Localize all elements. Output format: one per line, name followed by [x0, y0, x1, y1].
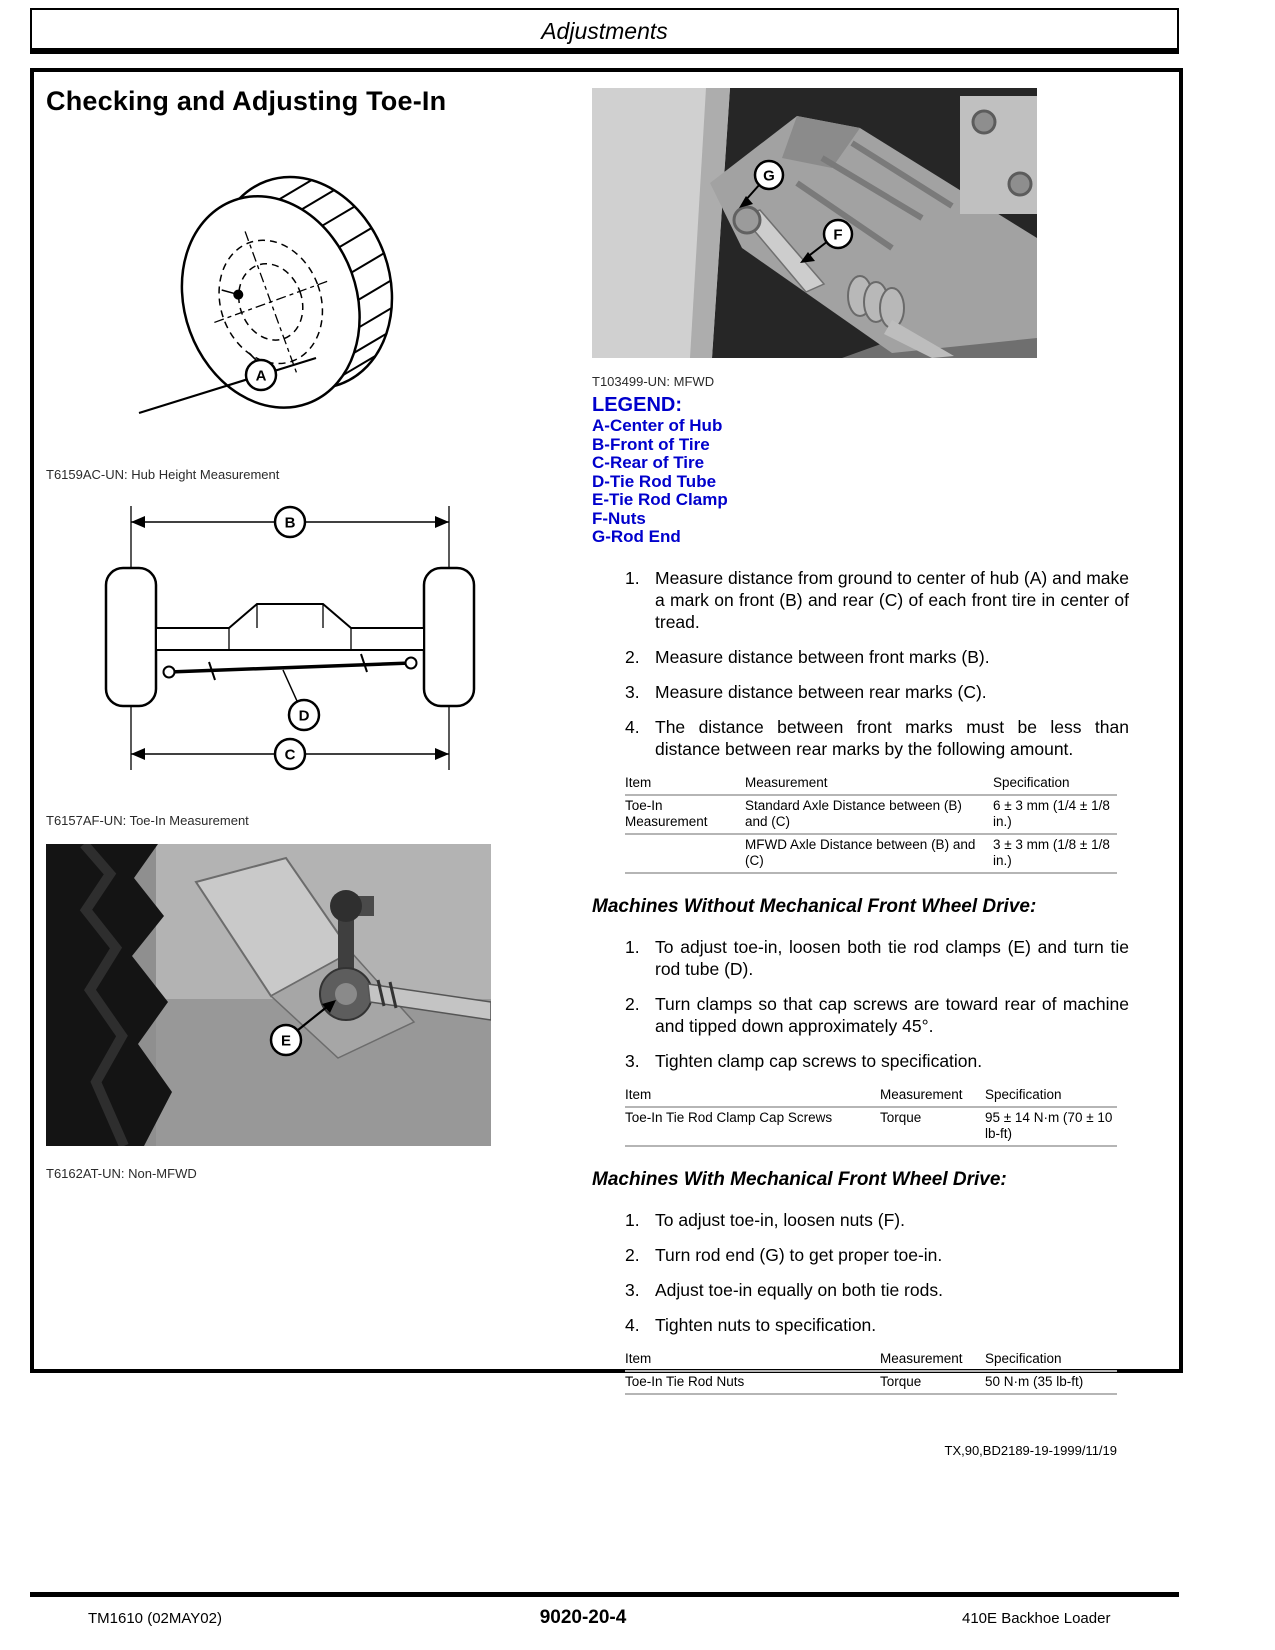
- cell-item: Toe-In Tie Rod Clamp Cap Screws: [625, 1109, 833, 1125]
- table-row: [625, 835, 1117, 872]
- non-mfwd-photo: [46, 844, 491, 1146]
- footer-page-number: 9020-20-4: [539, 1607, 627, 1628]
- col-header: Specification: [993, 774, 1070, 790]
- cell-item: Toe-In Tie Rod Nuts: [625, 1373, 745, 1389]
- step-text: Adjust toe-in equally on both tie rods.: [655, 1279, 943, 1300]
- footer-rule: [30, 1592, 1179, 1597]
- page-header: [30, 8, 1179, 54]
- nut: [734, 207, 760, 233]
- col-header: Specification: [985, 1086, 1062, 1102]
- without-mfwd-steps: [592, 936, 1129, 1072]
- list-item: [592, 681, 1129, 703]
- toe-in-figure: [61, 492, 521, 787]
- section-heading-with-mfwd: Machines With Mechanical Front Wheel Drive:: [592, 1168, 1007, 1190]
- col-header: Specification: [985, 1350, 1062, 1366]
- label-d-letter: D: [298, 707, 310, 725]
- col-header: Measurement: [880, 1086, 963, 1102]
- step-number: 1.: [625, 1209, 640, 1230]
- cell-item: [625, 837, 745, 869]
- axle-housing: [156, 604, 424, 650]
- table-row: [625, 796, 1117, 833]
- col-header: Item: [625, 1086, 652, 1102]
- step-number: 2.: [625, 646, 640, 667]
- footer-model-name: 410E Backhoe Loader: [962, 1610, 1111, 1627]
- cell-measurement: MFWD Axle Distance between (B) and (C): [745, 836, 976, 868]
- tie-rod: [169, 663, 411, 672]
- step-text: Turn clamps so that cap screws are toward rear of machine and tipped down approximately 45°.: [655, 993, 1129, 1036]
- col-header: Item: [625, 774, 652, 790]
- hub-height-figure: [121, 155, 451, 445]
- cell-measurement: Torque: [880, 1109, 922, 1125]
- figure-caption: T6157AF-UN: Toe-In Measurement: [46, 813, 249, 828]
- list-item: [592, 1209, 1129, 1231]
- step-number: 2.: [625, 1244, 640, 1265]
- figure-caption: T6162AT-UN: Non-MFWD: [46, 1166, 197, 1181]
- figure-caption: T6159AC-UN: Hub Height Measurement: [46, 467, 280, 482]
- label-e-letter: E: [280, 1032, 292, 1050]
- right-tire: [424, 568, 474, 706]
- step-text: Measure distance between rear marks (C).: [655, 681, 987, 702]
- cell-specification: 3 ± 3 mm (1/8 ± 1/8 in.): [993, 836, 1110, 868]
- mount-bracket: [960, 96, 1037, 214]
- cell-specification: 6 ± 3 mm (1/4 ± 1/8 in.): [993, 797, 1110, 829]
- list-item: [592, 993, 1129, 1037]
- header-title: Adjustments: [541, 18, 668, 44]
- step-text: To adjust toe-in, loosen nuts (F).: [655, 1209, 905, 1230]
- mfwd-photo: [592, 88, 1037, 358]
- legend-item: C-Rear of Tire: [592, 453, 705, 472]
- legend-item: F-Nuts: [592, 508, 646, 528]
- cell-measurement: Standard Axle Distance between (B) and (C): [745, 797, 962, 829]
- col-header: Item: [625, 1350, 652, 1366]
- label-c-letter: C: [284, 746, 296, 764]
- cell-measurement: Torque: [880, 1373, 922, 1389]
- legend: [592, 394, 1129, 547]
- cell-item: Toe-In Measurement: [625, 797, 708, 829]
- tie-rod-nut-spec-table: [625, 1349, 1117, 1395]
- left-tire: [106, 568, 156, 706]
- measure-steps: [592, 567, 1129, 760]
- left-column: [46, 86, 591, 1181]
- step-number: 1.: [625, 567, 640, 588]
- step-text: Tighten clamp cap screws to specification.: [655, 1050, 983, 1071]
- list-item: [592, 567, 1129, 633]
- label-g-letter: G: [763, 167, 775, 185]
- list-item: [592, 716, 1129, 760]
- step-text: The distance between front marks must be less than distance between rear marks by the following amount.: [655, 716, 1129, 759]
- label-b-letter: B: [284, 514, 296, 532]
- label-a-letter: A: [255, 367, 267, 385]
- col-header: Measurement: [880, 1350, 963, 1366]
- step-number: 4.: [625, 1314, 640, 1335]
- step-text: Tighten nuts to specification.: [655, 1314, 877, 1335]
- right-column: [592, 88, 1129, 1458]
- section-heading-without-mfwd: Machines Without Mechanical Front Wheel Drive:: [592, 895, 1037, 917]
- legend-title: LEGEND:: [592, 394, 682, 416]
- label-f-letter: F: [833, 226, 843, 244]
- clamp-cap-screw-spec-table: [625, 1085, 1117, 1147]
- step-number: 3.: [625, 1050, 640, 1071]
- col-header: Measurement: [745, 774, 828, 790]
- with-mfwd-steps: [592, 1209, 1129, 1336]
- figure-caption: T103499-UN: MFWD: [592, 374, 715, 389]
- content-box: [30, 68, 1183, 1458]
- list-item: [592, 1314, 1129, 1336]
- table-row: [625, 1372, 1117, 1393]
- table-header-row: [625, 1085, 1117, 1106]
- step-text: To adjust toe-in, loosen both tie rod clamps (E) and turn tie rod tube (D).: [655, 936, 1129, 979]
- list-item: [592, 1050, 1129, 1072]
- list-item: [592, 1279, 1129, 1301]
- step-number: 1.: [625, 936, 640, 957]
- step-text: Measure distance between front marks (B).: [655, 646, 990, 667]
- doc-reference-code: TX,90,BD2189-19-1999/11/19: [944, 1442, 1117, 1458]
- step-text: Turn rod end (G) to get proper toe-in.: [655, 1244, 943, 1265]
- list-item: [592, 646, 1129, 668]
- cell-specification: 95 ± 14 N·m (70 ± 10 lb-ft): [985, 1109, 1113, 1141]
- legend-item: A-Center of Hub: [592, 416, 723, 435]
- cell-specification: 50 N·m (35 lb-ft): [985, 1373, 1084, 1389]
- step-text: Measure distance from ground to center of hub (A) and make a mark on front (B) and rear (C) of each front tire in center of tread.: [655, 567, 1129, 632]
- footer-manual-number: TM1610 (02MAY02): [88, 1610, 222, 1627]
- list-item: [592, 1244, 1129, 1266]
- page-title: Checking and Adjusting Toe-In: [46, 86, 447, 116]
- legend-item: G-Rod End: [592, 527, 681, 546]
- step-number: 2.: [625, 993, 640, 1014]
- step-number: 3.: [625, 681, 640, 702]
- step-number: 4.: [625, 716, 640, 737]
- legend-item: B-Front of Tire: [592, 434, 710, 454]
- table-header-row: [625, 773, 1117, 794]
- table-header-row: [625, 1349, 1117, 1370]
- legend-item: E-Tie Rod Clamp: [592, 490, 728, 509]
- toe-in-spec-table: [625, 773, 1117, 874]
- list-item: [592, 936, 1129, 980]
- legend-item: D-Tie Rod Tube: [592, 471, 717, 491]
- step-number: 3.: [625, 1279, 640, 1300]
- table-row: [625, 1108, 1117, 1145]
